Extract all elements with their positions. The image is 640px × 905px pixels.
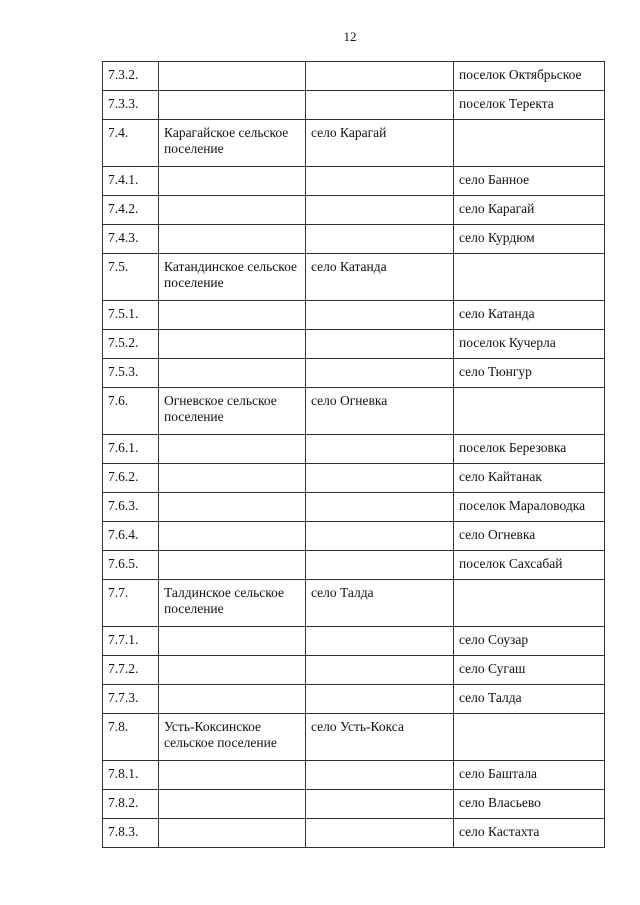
municipality-cell: Катандинское сельское поселение [159, 254, 306, 301]
table-row [103, 301, 605, 330]
municipality-cell [159, 627, 306, 656]
settlement-cell: село Курдюм [454, 225, 605, 254]
admin-center-cell: село Катанда [306, 254, 454, 301]
table-row [103, 62, 605, 91]
admin-center-cell [306, 464, 454, 493]
settlement-cell: село Кайтанак [454, 464, 605, 493]
row-number-cell: 7.7.3. [103, 685, 159, 714]
admin-center-cell [306, 627, 454, 656]
municipality-cell [159, 685, 306, 714]
municipality-cell: Огневское сельское поселение [159, 388, 306, 435]
row-number-cell: 7.3.2. [103, 62, 159, 91]
settlement-cell [454, 388, 605, 435]
row-number-cell: 7.6.3. [103, 493, 159, 522]
settlement-cell: село Талда [454, 685, 605, 714]
municipality-cell [159, 62, 306, 91]
settlement-cell: поселок Октябрьское [454, 62, 605, 91]
municipality-cell [159, 359, 306, 388]
settlement-cell: село Сугаш [454, 656, 605, 685]
municipality-cell [159, 225, 306, 254]
settlements-table [102, 61, 605, 848]
page-number: 12 [343, 29, 357, 44]
table-row [103, 714, 605, 761]
settlement-cell: село Власьево [454, 790, 605, 819]
table-row [103, 522, 605, 551]
municipality-cell: Усть-Коксинское сельское поселение [159, 714, 306, 761]
municipality-cell [159, 435, 306, 464]
settlement-cell [454, 580, 605, 627]
row-number-cell: 7.5.1. [103, 301, 159, 330]
row-number-cell: 7.4. [103, 120, 159, 167]
municipality-cell: Карагайское сельское поселение [159, 120, 306, 167]
admin-center-cell [306, 196, 454, 225]
table-row [103, 627, 605, 656]
admin-center-cell [306, 359, 454, 388]
settlement-cell: село Кастахта [454, 819, 605, 848]
row-number-cell: 7.8.1. [103, 761, 159, 790]
table-row [103, 196, 605, 225]
settlement-cell [454, 254, 605, 301]
municipality-cell [159, 167, 306, 196]
admin-center-cell: село Карагай [306, 120, 454, 167]
row-number-cell: 7.8. [103, 714, 159, 761]
row-number-cell: 7.4.2. [103, 196, 159, 225]
municipality-cell [159, 790, 306, 819]
row-number-cell: 7.3.3. [103, 91, 159, 120]
settlement-cell: село Тюнгур [454, 359, 605, 388]
settlement-cell: село Соузар [454, 627, 605, 656]
settlement-cell: село Банное [454, 167, 605, 196]
row-number-cell: 7.6.4. [103, 522, 159, 551]
table-row [103, 120, 605, 167]
municipality-cell [159, 522, 306, 551]
municipality-cell [159, 761, 306, 790]
table-row [103, 388, 605, 435]
settlement-cell: поселок Березовка [454, 435, 605, 464]
municipality-cell [159, 91, 306, 120]
admin-center-cell [306, 685, 454, 714]
table-row [103, 330, 605, 359]
admin-center-cell [306, 761, 454, 790]
row-number-cell: 7.6. [103, 388, 159, 435]
settlement-cell: село Карагай [454, 196, 605, 225]
row-number-cell: 7.4.1. [103, 167, 159, 196]
admin-center-cell [306, 91, 454, 120]
table-body [103, 62, 605, 848]
admin-center-cell [306, 301, 454, 330]
admin-center-cell [306, 225, 454, 254]
row-number-cell: 7.8.3. [103, 819, 159, 848]
table-row [103, 167, 605, 196]
municipality-cell: Талдинское сельское поселение [159, 580, 306, 627]
table-row [103, 656, 605, 685]
admin-center-cell [306, 435, 454, 464]
table-row [103, 225, 605, 254]
row-number-cell: 7.6.5. [103, 551, 159, 580]
row-number-cell: 7.7. [103, 580, 159, 627]
admin-center-cell [306, 522, 454, 551]
settlement-cell [454, 120, 605, 167]
municipality-cell [159, 493, 306, 522]
row-number-cell: 7.4.3. [103, 225, 159, 254]
row-number-cell: 7.6.2. [103, 464, 159, 493]
settlement-cell [454, 714, 605, 761]
settlement-cell: поселок Сахсабай [454, 551, 605, 580]
row-number-cell: 7.6.1. [103, 435, 159, 464]
table-row [103, 435, 605, 464]
admin-center-cell [306, 330, 454, 359]
admin-center-cell [306, 62, 454, 91]
table-row [103, 254, 605, 301]
settlement-cell: поселок Кучерла [454, 330, 605, 359]
row-number-cell: 7.8.2. [103, 790, 159, 819]
municipality-cell [159, 656, 306, 685]
settlement-cell: село Катанда [454, 301, 605, 330]
table-row [103, 761, 605, 790]
municipality-cell [159, 301, 306, 330]
table-row [103, 819, 605, 848]
admin-center-cell: село Огневка [306, 388, 454, 435]
municipality-cell [159, 330, 306, 359]
municipality-cell [159, 819, 306, 848]
table-row [103, 91, 605, 120]
table-row [103, 551, 605, 580]
settlement-cell: поселок Мараловодка [454, 493, 605, 522]
table-row [103, 685, 605, 714]
row-number-cell: 7.7.2. [103, 656, 159, 685]
settlement-cell: поселок Теректа [454, 91, 605, 120]
row-number-cell: 7.5.2. [103, 330, 159, 359]
table-row [103, 493, 605, 522]
admin-center-cell [306, 551, 454, 580]
table-row [103, 464, 605, 493]
table-row [103, 580, 605, 627]
admin-center-cell: село Усть-Кокса [306, 714, 454, 761]
admin-center-cell [306, 790, 454, 819]
settlement-cell: село Баштала [454, 761, 605, 790]
admin-center-cell: село Талда [306, 580, 454, 627]
municipality-cell [159, 196, 306, 225]
admin-center-cell [306, 167, 454, 196]
row-number-cell: 7.7.1. [103, 627, 159, 656]
settlement-cell: село Огневка [454, 522, 605, 551]
admin-center-cell [306, 819, 454, 848]
municipality-cell [159, 464, 306, 493]
row-number-cell: 7.5.3. [103, 359, 159, 388]
admin-center-cell [306, 656, 454, 685]
municipality-cell [159, 551, 306, 580]
table-row [103, 359, 605, 388]
row-number-cell: 7.5. [103, 254, 159, 301]
admin-center-cell [306, 493, 454, 522]
table-row [103, 790, 605, 819]
